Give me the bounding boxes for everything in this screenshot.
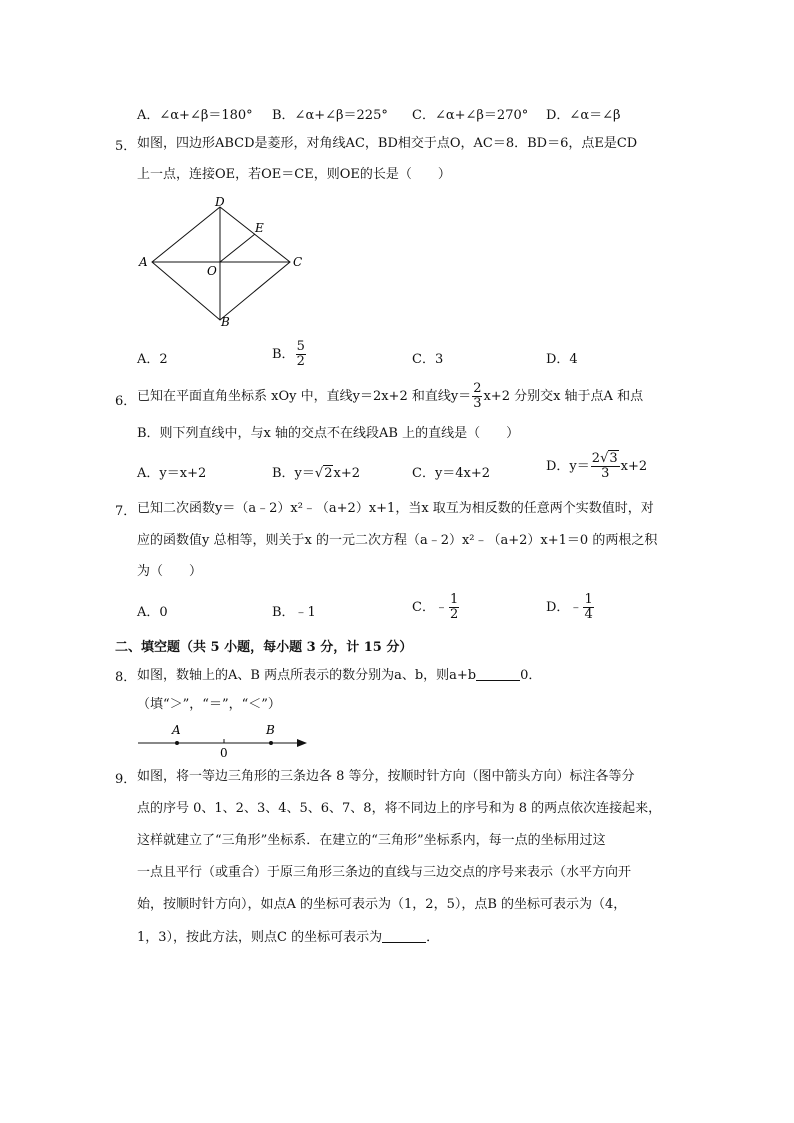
q8-number: 8． [115, 670, 137, 685]
q6-option-d-suffix: x+2 [620, 459, 648, 474]
fraction [449, 593, 459, 622]
denominator: 2 [449, 607, 459, 622]
q6-option-d-label: D．y＝ [546, 459, 590, 474]
arrow-right-icon [297, 739, 307, 747]
q9-line-2: 点的序号 0、1、2、3、4、5、6、7、8，将不同边上的序号和为 8 的两点依次连接起来， [137, 801, 662, 816]
rhombus-abcd [152, 207, 290, 320]
q6-option-b-suffix: x+2 [333, 466, 360, 481]
q4-option-a: A．∠α+∠β＝180° [137, 108, 253, 123]
q9-line-1: 如图，将一等边三角形的三条边各 8 等分，按顺时针方向（图中箭头方向）标注各等分 [137, 769, 635, 784]
denominator: 2 [296, 354, 305, 369]
point-b [269, 741, 273, 745]
q6-line-1-a: 已知在平面直角坐标系 xOy 中，直线y＝2x+2 和直线y＝ [137, 389, 472, 404]
q9-line-6-end: ． [426, 930, 440, 945]
label-b: B [266, 723, 275, 737]
q6-option-a: A．y＝x+2 [137, 466, 207, 481]
q7-line-1: 已知二次函数y＝（a﹣2）x²﹣（a+2）x+1，当x 取互为相反数的任意两个实数值时，对 [137, 501, 654, 516]
section-2-title: 二、填空题（共 5 小题，每小题 3 分，计 15 分） [115, 640, 413, 655]
numerator: 1 [449, 592, 459, 607]
q5-option-b-label: B． [272, 347, 295, 362]
q7-line-2: 应的函数值y 总相等，则关于x 的一元二次方程（a﹣2）x²﹣（a+2）x+1＝0 的两根之积 [137, 533, 658, 548]
q5-option-c: C．3 [412, 352, 444, 367]
coefficient: 2 [591, 451, 601, 466]
q5-option-d: D．4 [546, 352, 578, 367]
q9-line-5: 始，按顺时针方向），如点A 的坐标可表示为（1，2，5），点B 的坐标可表示为（4， [137, 897, 627, 912]
q7-option-d [546, 593, 595, 622]
label-a: A [139, 255, 148, 269]
q9-number: 9． [115, 772, 137, 787]
q7-line-3: 为（ ） [137, 564, 203, 579]
label-e: E [255, 221, 264, 235]
denominator: 4 [584, 607, 593, 622]
label-o: O [207, 264, 217, 278]
q4-option-b: B．∠α+∠β＝225° [272, 108, 388, 123]
q9-line-3: 这样就建立了“三角形”坐标系．在建立的“三角形”坐标系内，每一点的坐标用过这 [137, 833, 606, 848]
q7-option-d-label: D．﹣ [546, 600, 583, 615]
q4-option-c: C．∠α+∠β＝270° [412, 108, 529, 123]
numerator: 1 [584, 592, 593, 607]
number-line-figure [135, 718, 310, 760]
label-d: D [215, 195, 225, 209]
q6-line-1-b: x+2 分别交x 轴于点A 和点 [483, 389, 644, 404]
q6-line-2: B．则下列直线中，与x 轴的交点不在线段AB 上的直线是（ ） [137, 426, 520, 441]
label-zero: 0 [220, 746, 228, 760]
q9-line-4: 一点且平行（或重合）于原三角形三条边的直线与三边交点的序号来表示（水平方向开 [137, 865, 632, 880]
q5-option-a: A．2 [137, 352, 168, 367]
q8-line-1 [137, 666, 541, 685]
q8-line-2: （填“＞”，“＝”，“＜”） [137, 697, 281, 712]
q4-option-d: D．∠α＝∠β [546, 108, 621, 123]
q6-option-b: B．y＝√2x+2 [272, 466, 360, 481]
q5-line-2: 上一点，连接OE，若OE＝CE，则OE的长是（ ） [137, 167, 451, 182]
numerator: 5 [296, 339, 305, 354]
q8-line-1-text: 如图，数轴上的A、B 两点所表示的数分别为a、b，则a+b [137, 668, 477, 683]
radicand: 3 [609, 451, 618, 466]
denominator: 3 [601, 466, 610, 481]
q7-option-c-label: C．﹣ [412, 600, 448, 615]
denominator: 3 [473, 396, 482, 411]
point-a [175, 741, 179, 745]
q7-option-a: A．0 [137, 605, 168, 620]
q6-line-1 [137, 382, 643, 411]
numerator: 2√3 [591, 451, 618, 466]
q5-option-b [272, 340, 307, 369]
q7-number: 7． [115, 504, 137, 519]
q9-answer-blank [382, 928, 426, 943]
label-a: A [172, 723, 181, 737]
q7-option-c [412, 593, 460, 622]
label-b: B [221, 315, 230, 329]
fraction [583, 593, 593, 622]
q9-line-6 [137, 928, 439, 947]
q8-line-1-end: 0． [520, 668, 542, 683]
q5-line-1: 如图，四边形ABCD是菱形，对角线AC，BD相交于点O，AC＝8．BD＝6，点E是CD [137, 136, 638, 151]
q5-number: 5． [115, 139, 137, 154]
rhombus-figure [135, 195, 310, 330]
q6-option-b-label: B．y＝ [272, 466, 315, 481]
segment-oe [220, 234, 255, 262]
fraction [591, 452, 620, 481]
q7-option-b: B．﹣1 [272, 605, 316, 620]
q6-option-c: C．y＝4x+2 [412, 466, 491, 481]
numerator: 2 [473, 381, 482, 396]
q8-answer-blank [476, 666, 520, 681]
label-c: C [293, 255, 303, 269]
radicand: 2 [324, 466, 333, 481]
fraction [472, 382, 482, 411]
q6-number: 6． [115, 394, 137, 409]
fraction [296, 340, 306, 369]
q9-line-6-text: 1，3），按此方法，则点C 的坐标可表示为 [137, 930, 383, 945]
q6-option-d [546, 452, 647, 481]
